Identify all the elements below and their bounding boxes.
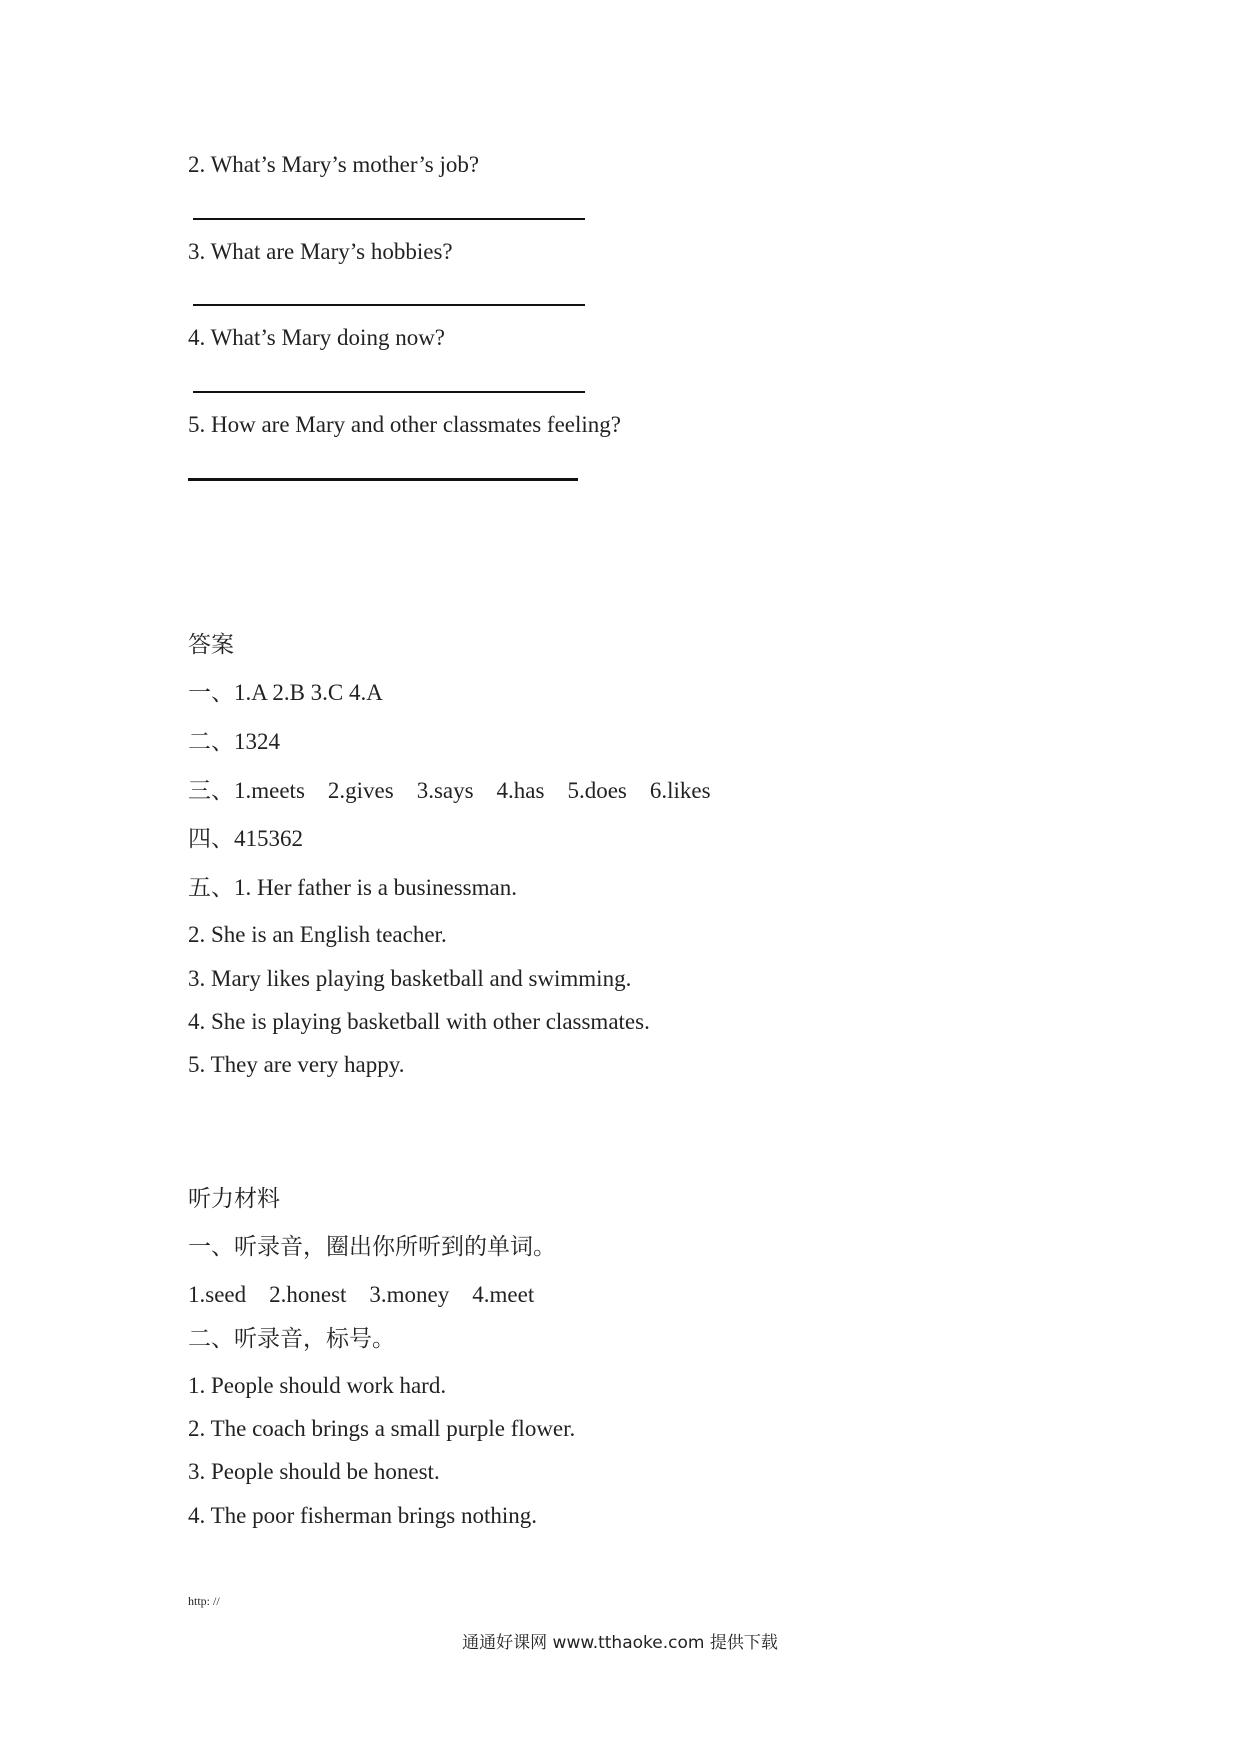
answer-blank-line (193, 304, 585, 306)
question-3: 3. What are Mary’s hobbies? (188, 239, 453, 264)
question-4: 4. What’s Mary doing now? (188, 325, 446, 350)
footer-text: 通通好课网 www.tthaoke.com 提供下载 (462, 1633, 778, 1653)
answer-blank-line (193, 391, 585, 393)
answer-line-6: 2. She is an English teacher. (188, 922, 447, 947)
listening-line-5: 2. The coach brings a small purple flower. (188, 1416, 576, 1441)
answer-line-3: 三、1.meets 2.gives 3.says 4.has 5.does 6.likes (188, 778, 711, 803)
answer-line-7: 3. Mary likes playing basketball and swimming. (188, 966, 632, 991)
listening-line-1: 一、听录音，圈出你所听到的单词。 (188, 1234, 556, 1260)
listening-line-6: 3. People should be honest. (188, 1459, 440, 1484)
question-2: 2. What’s Mary’s mother’s job? (188, 152, 480, 177)
answer-line-4: 四、415362 (188, 826, 303, 851)
url-text: http: // (188, 1594, 220, 1608)
listening-line-2: 1.seed 2.honest 3.money 4.meet (188, 1282, 535, 1307)
answers-heading: 答案 (188, 632, 234, 658)
answer-blank-line (188, 478, 578, 481)
question-5: 5. How are Mary and other classmates feeling? (188, 412, 622, 437)
listening-heading: 听力材料 (188, 1186, 280, 1212)
listening-line-4: 1. People should work hard. (188, 1373, 447, 1398)
answer-line-5: 五、1. Her father is a businessman. (188, 875, 517, 900)
answer-blank-line (193, 218, 585, 220)
answer-line-8: 4. She is playing basketball with other classmates. (188, 1009, 650, 1034)
answer-line-1: 一、1.A 2.B 3.C 4.A (188, 680, 383, 705)
answer-line-2: 二、1324 (188, 729, 280, 754)
listening-line-7: 4. The poor fisherman brings nothing. (188, 1503, 537, 1528)
answer-line-9: 5. They are very happy. (188, 1052, 405, 1077)
listening-line-3: 二、听录音，标号。 (188, 1326, 395, 1352)
